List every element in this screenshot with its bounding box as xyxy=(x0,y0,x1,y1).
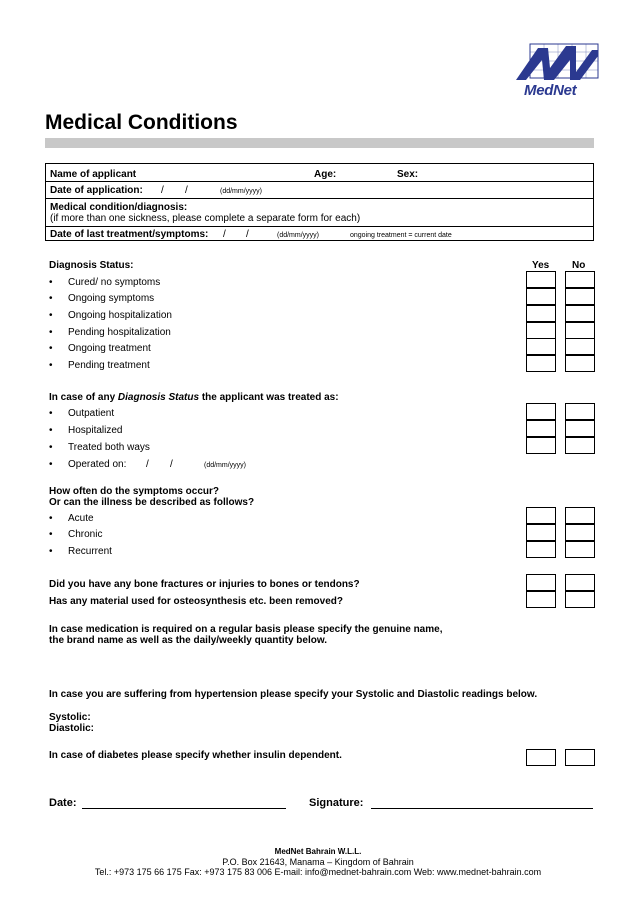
no-checkbox[interactable] xyxy=(565,541,595,558)
date-format-hint: (dd/mm/yyyy) xyxy=(277,232,319,239)
no-checkbox[interactable] xyxy=(565,507,595,524)
list-item-label: Ongoing treatment xyxy=(68,343,151,354)
bullet: • xyxy=(49,277,53,288)
footer-company: MedNet Bahrain W.L.L. xyxy=(274,847,362,856)
bullet: • xyxy=(49,459,53,470)
yes-checkbox[interactable] xyxy=(526,338,556,355)
date-separator: / xyxy=(146,459,149,470)
no-checkbox[interactable] xyxy=(565,403,595,420)
bullet: • xyxy=(49,310,53,321)
yes-checkbox[interactable] xyxy=(526,288,556,305)
medication-instruction: In case medication is required on a regular basis please specify the genuine name, xyxy=(49,624,443,635)
yes-checkbox[interactable] xyxy=(526,403,556,420)
list-item-label: Operated on: xyxy=(68,459,127,470)
date-separator: / xyxy=(223,229,226,240)
list-item xyxy=(49,546,112,557)
yes-checkbox[interactable] xyxy=(526,524,556,541)
mednet-logo-mark xyxy=(514,42,600,82)
bullet: • xyxy=(49,327,53,338)
info-row-divider xyxy=(46,198,593,199)
treated-heading-part: In case of any xyxy=(49,392,118,403)
no-checkbox[interactable] xyxy=(565,288,595,305)
treated-heading-part: the applicant was treated as: xyxy=(199,392,339,403)
no-checkbox[interactable] xyxy=(565,574,595,591)
list-item xyxy=(49,513,94,524)
no-checkbox[interactable] xyxy=(565,355,595,372)
bullet: • xyxy=(49,425,53,436)
date-application-label: Date of application: xyxy=(50,185,143,196)
name-label: Name of applicant xyxy=(50,169,137,180)
yes-checkbox[interactable] xyxy=(526,591,556,608)
bullet: • xyxy=(49,442,53,453)
list-item-label: Treated both ways xyxy=(68,442,150,453)
page-title: Medical Conditions xyxy=(45,111,238,134)
title-divider xyxy=(45,138,594,148)
yes-checkbox[interactable] xyxy=(526,437,556,454)
list-item xyxy=(49,360,150,371)
list-item xyxy=(49,293,154,304)
list-item xyxy=(49,327,171,338)
list-item-label: Cured/ no symptoms xyxy=(68,277,161,288)
date-separator: / xyxy=(161,185,164,196)
bullet: • xyxy=(49,360,53,371)
yes-checkbox[interactable] xyxy=(526,305,556,322)
list-item xyxy=(49,408,114,419)
list-item-label: Ongoing hospitalization xyxy=(68,310,172,321)
yes-checkbox[interactable] xyxy=(526,271,556,288)
no-checkbox[interactable] xyxy=(565,322,595,339)
osteosynthesis-question: Has any material used for osteosynthesis etc. been removed? xyxy=(49,596,343,607)
fractures-question: Did you have any bone fractures or injuries to bones or tendons? xyxy=(49,579,360,590)
list-item xyxy=(49,529,102,540)
no-checkbox[interactable] xyxy=(565,338,595,355)
age-label: Age: xyxy=(314,169,337,180)
list-item xyxy=(49,442,150,453)
bullet: • xyxy=(49,546,53,557)
sex-label: Sex: xyxy=(397,169,419,180)
yes-checkbox[interactable] xyxy=(526,541,556,558)
list-item-label: Ongoing symptoms xyxy=(68,293,155,304)
no-checkbox[interactable] xyxy=(565,524,595,541)
last-treatment-label: Date of last treatment/symptoms: xyxy=(50,229,209,240)
hypertension-instruction: In case you are suffering from hypertension please specify your Systolic and Diastolic readings below. xyxy=(49,689,538,700)
list-item-label: Hospitalized xyxy=(68,425,123,436)
signature-line[interactable] xyxy=(371,808,593,809)
no-column-header: No xyxy=(572,260,586,271)
no-checkbox[interactable] xyxy=(565,749,595,766)
date-line[interactable] xyxy=(82,808,286,809)
yes-checkbox[interactable] xyxy=(526,420,556,437)
symptoms-question: How often do the symptoms occur? xyxy=(49,486,220,497)
yes-checkbox[interactable] xyxy=(526,507,556,524)
list-item xyxy=(49,425,122,436)
list-item xyxy=(49,310,172,321)
date-separator: / xyxy=(170,459,173,470)
date-format-hint: (dd/mm/yyyy) xyxy=(204,462,246,469)
footer-address: P.O. Box 21643, Manama – Kingdom of Bahrain xyxy=(222,857,414,867)
date-label: Date: xyxy=(49,797,77,809)
applicant-info-table xyxy=(45,163,594,241)
mednet-logo xyxy=(514,42,600,100)
no-checkbox[interactable] xyxy=(565,420,595,437)
yes-checkbox[interactable] xyxy=(526,749,556,766)
list-item xyxy=(49,459,126,470)
logo-text: MedNet xyxy=(524,82,577,99)
list-item xyxy=(49,277,160,288)
list-item-label: Recurrent xyxy=(68,546,112,557)
yes-checkbox[interactable] xyxy=(526,322,556,339)
diagnosis-status-heading: Diagnosis Status: xyxy=(49,260,134,271)
yes-checkbox[interactable] xyxy=(526,355,556,372)
medication-instruction: the brand name as well as the daily/weekly quantity below. xyxy=(49,635,328,646)
no-checkbox[interactable] xyxy=(565,271,595,288)
condition-note: (if more than one sickness, please complete a separate form for each) xyxy=(50,213,361,224)
list-item-label: Pending hospitalization xyxy=(68,327,171,338)
info-row-divider xyxy=(46,226,593,227)
diastolic-label: Diastolic: xyxy=(49,723,95,734)
info-row-divider xyxy=(46,181,593,182)
bullet: • xyxy=(49,408,53,419)
footer-contact: Tel.: +973 175 66 175 Fax: +973 175 83 006 E-mail: info@mednet-bahrain.com Web: www.mednet-bahrain.com xyxy=(94,867,542,877)
bullet: • xyxy=(49,513,53,524)
yes-column-header: Yes xyxy=(532,260,550,271)
list-item xyxy=(49,343,151,354)
date-separator: / xyxy=(246,229,249,240)
list-item-label: Outpatient xyxy=(68,408,115,419)
bullet: • xyxy=(49,529,53,540)
condition-label: Medical condition/diagnosis: xyxy=(50,202,188,213)
bullet: • xyxy=(49,343,53,354)
list-item-label: Chronic xyxy=(68,529,103,540)
diabetes-instruction: In case of diabetes please specify whether insulin dependent. xyxy=(49,750,342,761)
no-checkbox[interactable] xyxy=(565,437,595,454)
bullet: • xyxy=(49,293,53,304)
list-item-label: Pending treatment xyxy=(68,360,150,371)
no-checkbox[interactable] xyxy=(565,591,595,608)
ongoing-note: ongoing treatment = current date xyxy=(350,232,452,239)
symptoms-question: Or can the illness be described as follows? xyxy=(49,497,255,508)
yes-checkbox[interactable] xyxy=(526,574,556,591)
signature-label: Signature: xyxy=(309,797,364,809)
date-separator: / xyxy=(185,185,188,196)
treated-heading-emphasis: Diagnosis Status xyxy=(117,392,200,403)
systolic-label: Systolic: xyxy=(49,712,91,723)
list-item-label: Acute xyxy=(68,513,94,524)
no-checkbox[interactable] xyxy=(565,305,595,322)
treated-as-heading xyxy=(49,392,339,403)
date-format-hint: (dd/mm/yyyy) xyxy=(220,188,262,195)
